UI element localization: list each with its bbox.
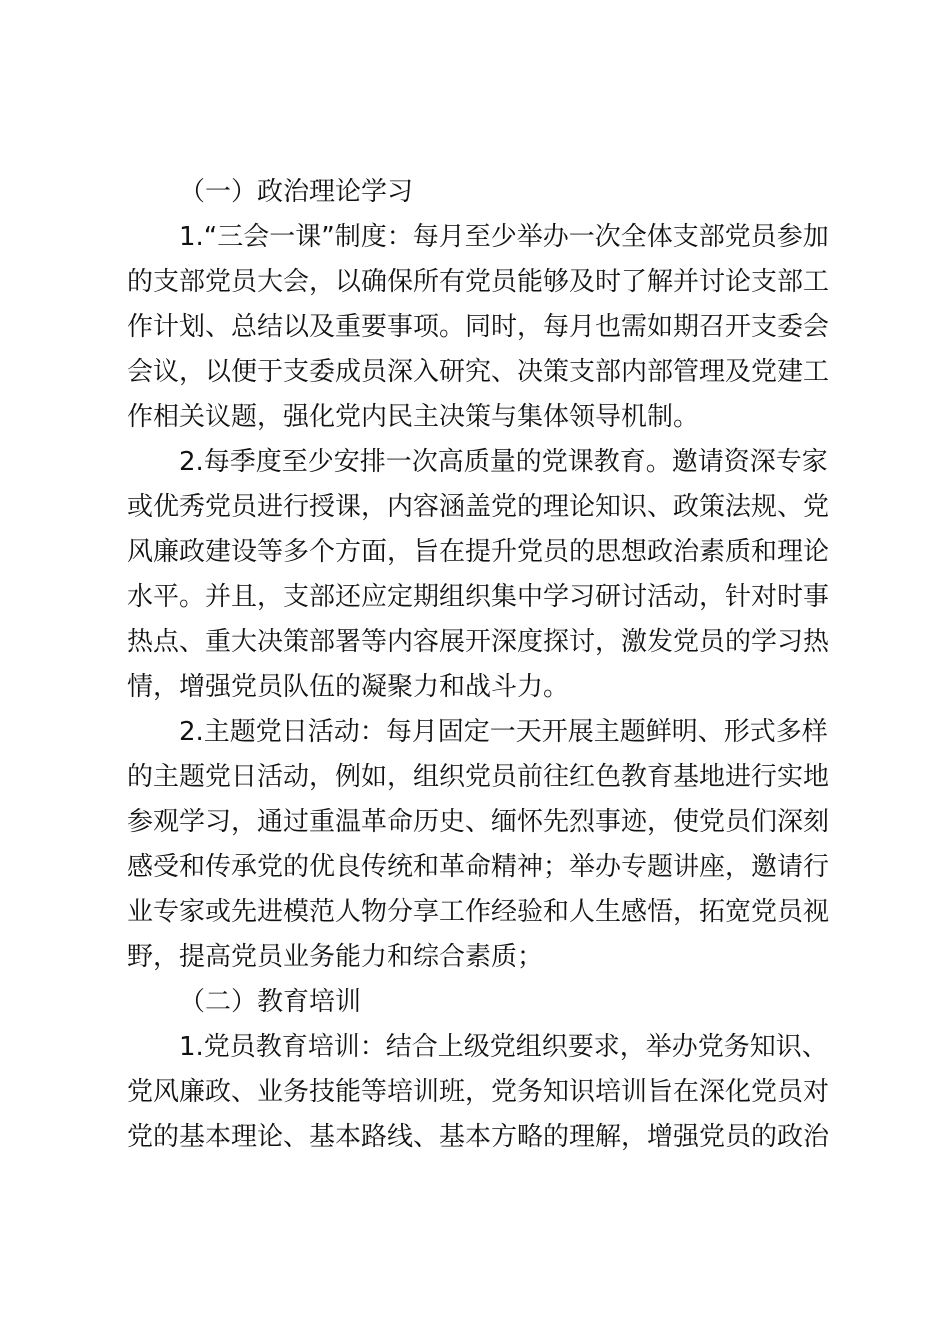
paragraph-line: 的支部党员大会，以确保所有党员能够及时了解并讨论支部工 <box>127 267 830 297</box>
paragraph-line: 风廉政建设等多个方面，旨在提升党员的思想政治素质和理论 <box>127 537 830 567</box>
paragraph-line: 热点、重大决策部署等内容展开深度探讨，激发党员的学习热 <box>127 627 830 657</box>
paragraph-line: 业专家或先进模范人物分享工作经验和人生感悟，拓宽党员视 <box>127 897 830 927</box>
paragraph-line: 1.“三会一课”制度：每月至少举办一次全体支部党员参加 <box>179 222 829 252</box>
document-body <box>127 170 833 1160</box>
paragraph-line: 1.党员教育培训：结合上级党组织要求，举办党务知识、 <box>179 1032 828 1062</box>
section-heading: （一）政治理论学习 <box>179 177 414 207</box>
paragraph-line: 党风廉政、业务技能等培训班，党务知识培训旨在深化党员对 <box>127 1077 830 1107</box>
paragraph-line: 感受和传承党的优良传统和革命精神；举办专题讲座，邀请行 <box>127 852 830 882</box>
paragraph-line: 2.主题党日活动：每月固定一天开展主题鲜明、形式多样 <box>179 717 828 747</box>
paragraph-line: 情，增强党员队伍的凝聚力和战斗力。 <box>127 672 570 702</box>
paragraph-line: 2.每季度至少安排一次高质量的党课教育。邀请资深专家 <box>179 447 828 477</box>
section-heading: （二）教育培训 <box>179 987 362 1017</box>
paragraph-line: 水平。并且，支部还应定期组织集中学习研讨活动，针对时事 <box>127 582 830 612</box>
paragraph-line: 或优秀党员进行授课，内容涵盖党的理论知识、政策法规、党 <box>127 492 830 522</box>
paragraph-line: 作相关议题，强化党内民主决策与集体领导机制。 <box>127 402 700 432</box>
paragraph-line: 会议，以便于支委成员深入研究、决策支部内部管理及党建工 <box>127 357 830 387</box>
paragraph-line: 野，提高党员业务能力和综合素质； <box>127 942 544 972</box>
paragraph-line: 参观学习，通过重温革命历史、缅怀先烈事迹，使党员们深刻 <box>127 807 830 837</box>
paragraph-line: 作计划、总结以及重要事项。同时，每月也需如期召开支委会 <box>127 312 830 342</box>
paragraph-line: 的主题党日活动，例如，组织党员前往红色教育基地进行实地 <box>127 762 830 792</box>
paragraph-line: 党的基本理论、基本路线、基本方略的理解，增强党员的政治 <box>127 1122 830 1152</box>
